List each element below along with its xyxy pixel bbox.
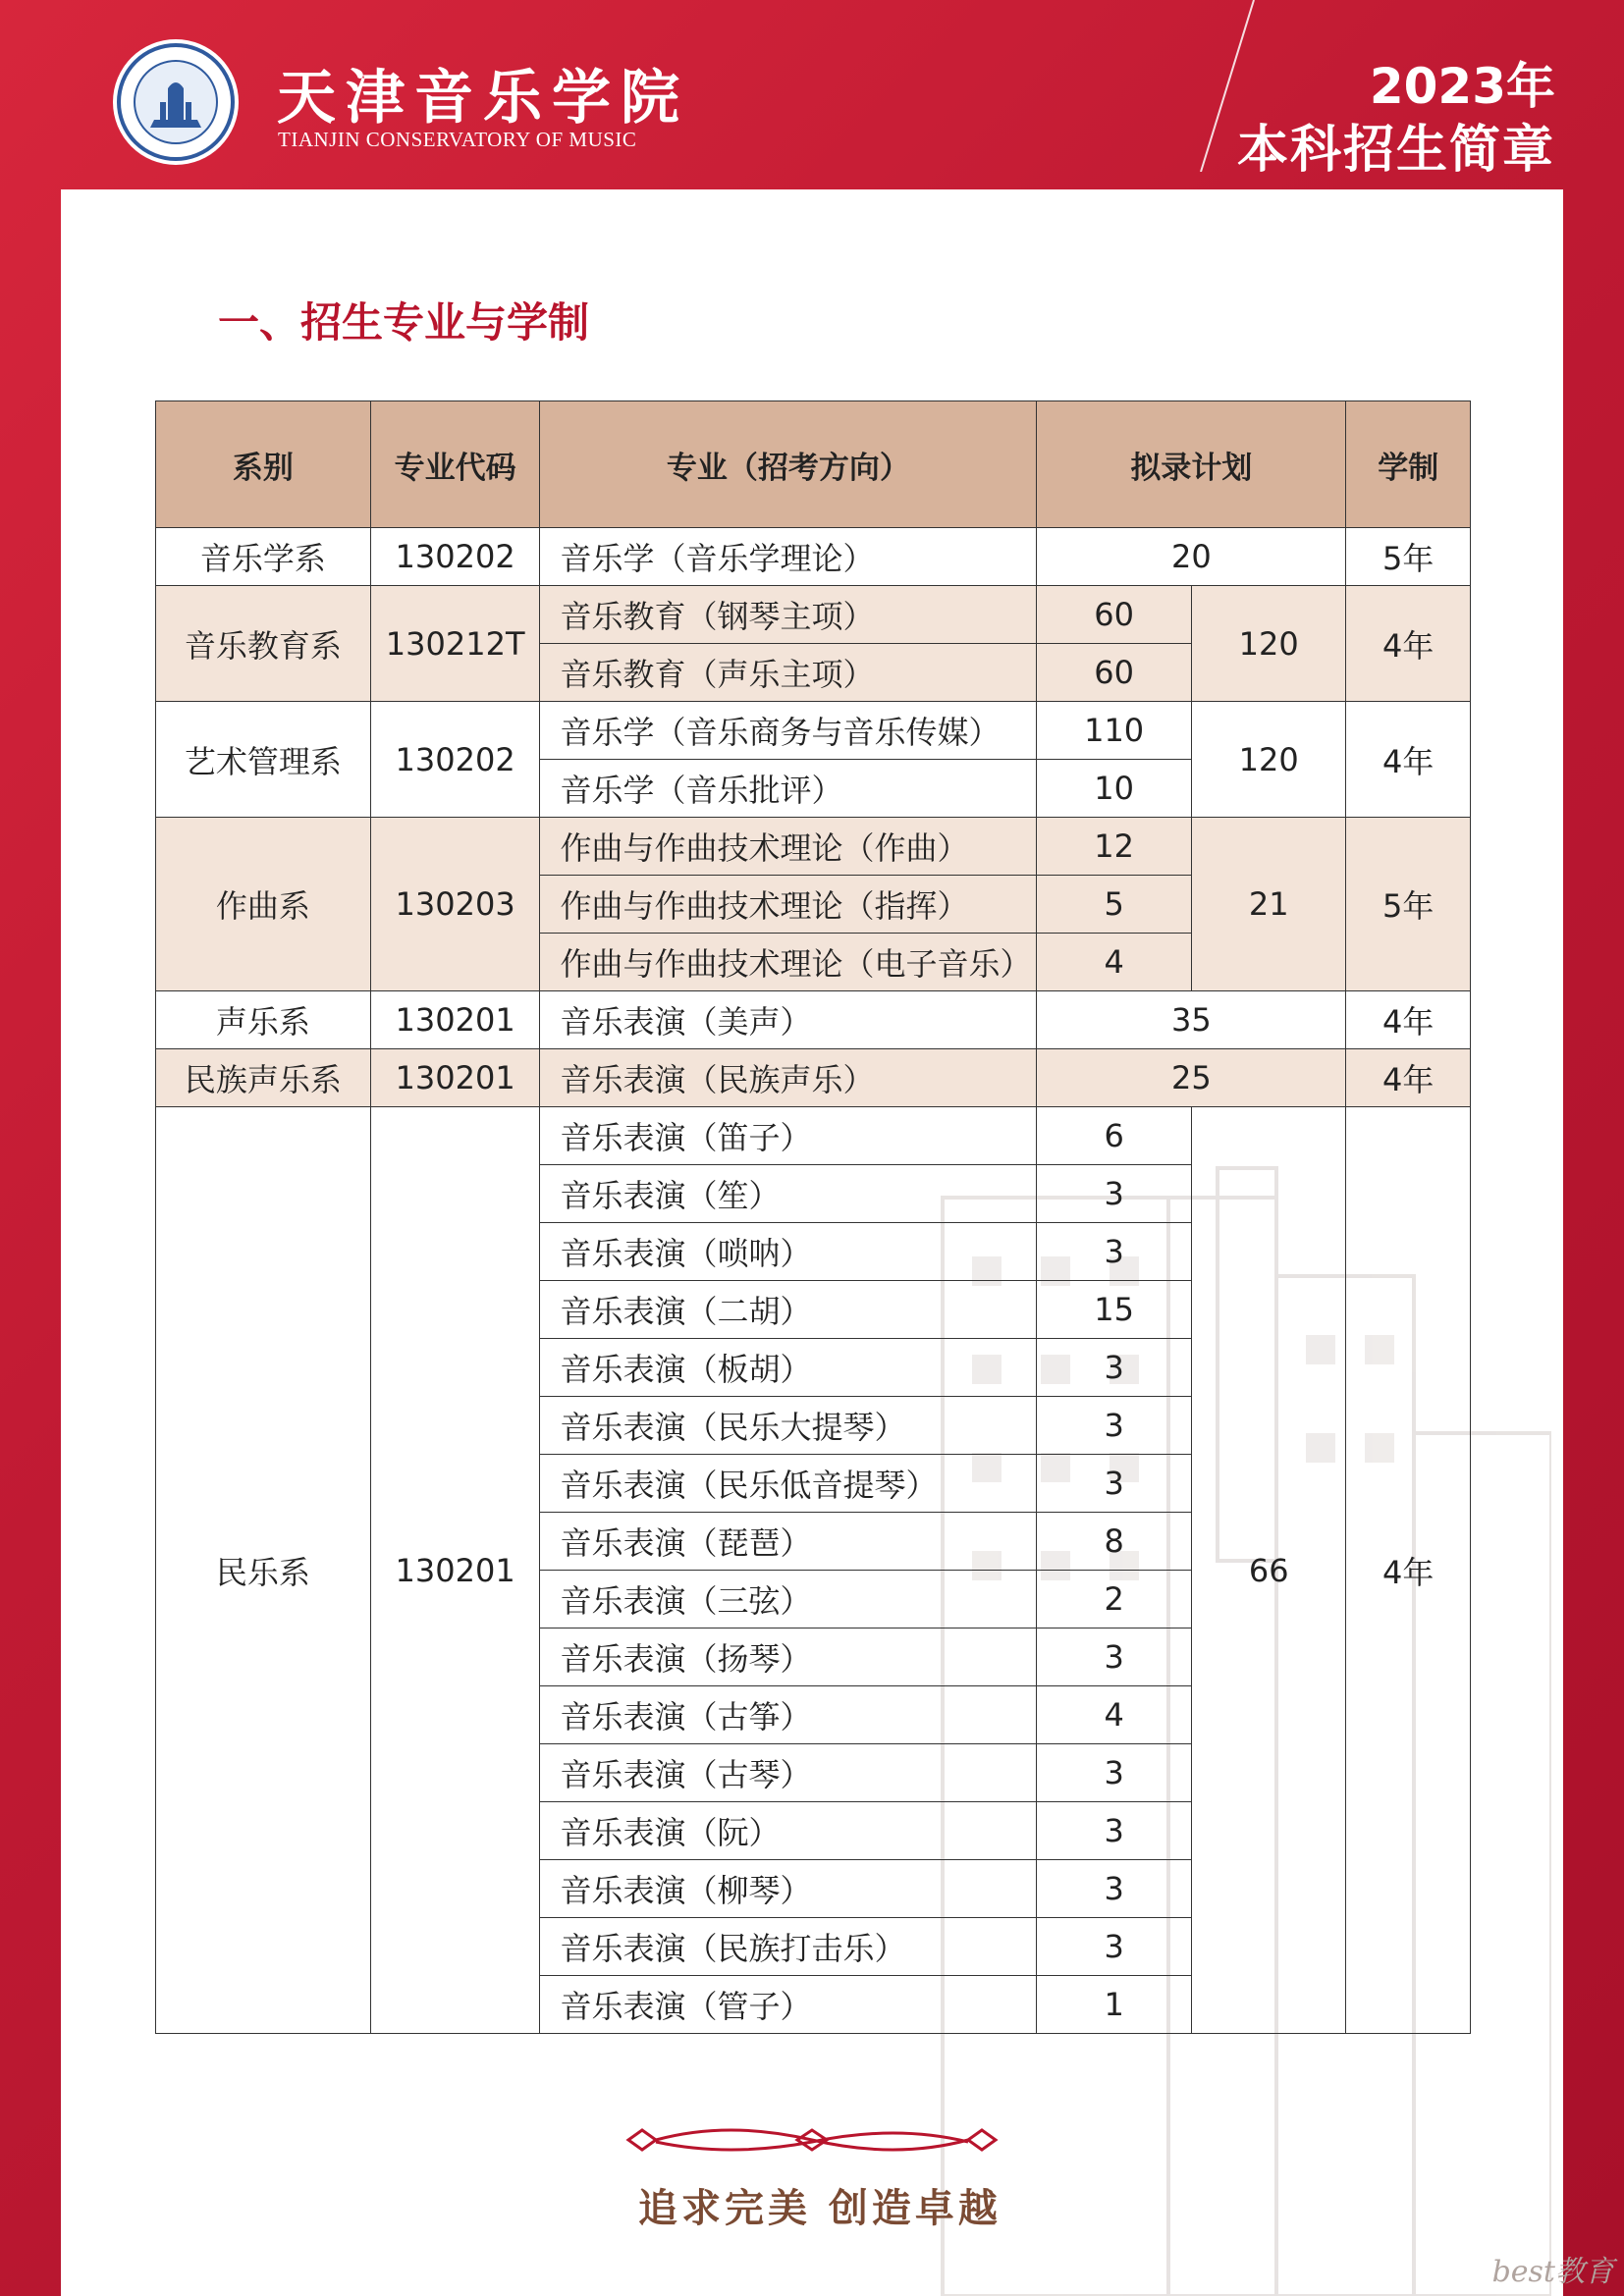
- table-row: [156, 702, 1471, 760]
- table-header-row: [156, 401, 1471, 528]
- cell-total: 120: [1191, 586, 1346, 702]
- cell-total: 25: [1037, 1049, 1346, 1107]
- cell-dept: 民乐系: [156, 1107, 371, 2034]
- cell-code: 130201: [370, 991, 540, 1049]
- cell-code: 130212T: [370, 586, 540, 702]
- cell-years: 4年: [1346, 702, 1471, 818]
- cell-major: 音乐表演（三弦）: [540, 1571, 1037, 1629]
- cell-count: 4: [1037, 934, 1192, 991]
- header-major: 专业（招考方向）: [540, 401, 1037, 528]
- cell-count: 5: [1037, 876, 1192, 934]
- header-year: 2023年: [1369, 58, 1555, 115]
- cell-major: 音乐表演（二胡）: [540, 1281, 1037, 1339]
- cell-major: 作曲与作曲技术理论（电子音乐）: [540, 934, 1037, 991]
- cell-total: 120: [1191, 702, 1346, 818]
- cell-count: 3: [1037, 1397, 1192, 1455]
- cell-major: 音乐表演（唢呐）: [540, 1223, 1037, 1281]
- cell-major: 音乐表演（柳琴）: [540, 1860, 1037, 1918]
- cell-major: 音乐表演（古琴）: [540, 1744, 1037, 1802]
- cell-code: 130201: [370, 1049, 540, 1107]
- cell-count: 3: [1037, 1339, 1192, 1397]
- cell-count: 60: [1037, 586, 1192, 644]
- cell-years: 4年: [1346, 991, 1471, 1049]
- school-emblem-icon: [111, 37, 241, 167]
- cell-major: 音乐表演（板胡）: [540, 1339, 1037, 1397]
- cell-count: 3: [1037, 1860, 1192, 1918]
- cell-count: 3: [1037, 1744, 1192, 1802]
- cell-count: 12: [1037, 818, 1192, 876]
- cell-major: 作曲与作曲技术理论（指挥）: [540, 876, 1037, 934]
- slogan: 追求完美 创造卓越: [638, 2185, 1001, 2231]
- brand-english-name: TIANJIN CONSERVATORY OF MUSIC: [278, 128, 637, 151]
- cell-years: 5年: [1346, 528, 1471, 586]
- cell-count: 60: [1037, 644, 1192, 702]
- cell-major: 音乐表演（琵琶）: [540, 1513, 1037, 1571]
- table-row: [156, 818, 1471, 876]
- cell-major: 音乐表演（民族声乐）: [540, 1049, 1037, 1107]
- cell-code: 130202: [370, 528, 540, 586]
- cell-dept: 声乐系: [156, 991, 371, 1049]
- cell-major: 音乐表演（笛子）: [540, 1107, 1037, 1165]
- table-row: [156, 528, 1471, 586]
- cell-dept: 艺术管理系: [156, 702, 371, 818]
- cell-major: 音乐表演（古筝）: [540, 1686, 1037, 1744]
- cell-count: 4: [1037, 1686, 1192, 1744]
- cell-major: 音乐表演（民族打击乐）: [540, 1918, 1037, 1976]
- cell-major: 音乐表演（阮）: [540, 1802, 1037, 1860]
- header-years: 学制: [1346, 401, 1471, 528]
- cell-total: 21: [1191, 818, 1346, 991]
- table-row: [156, 586, 1471, 644]
- table-row: [156, 1049, 1471, 1107]
- cell-major: 音乐表演（民乐低音提琴）: [540, 1455, 1037, 1513]
- cell-count: 6: [1037, 1107, 1192, 1165]
- admission-plan-table: [155, 400, 1471, 2034]
- cell-count: 2: [1037, 1571, 1192, 1629]
- cell-count: 110: [1037, 702, 1192, 760]
- cell-major: 音乐表演（民乐大提琴）: [540, 1397, 1037, 1455]
- cell-major: 音乐表演（扬琴）: [540, 1629, 1037, 1686]
- header-code: 专业代码: [370, 401, 540, 528]
- cell-count: 15: [1037, 1281, 1192, 1339]
- cell-major: 音乐教育（声乐主项）: [540, 644, 1037, 702]
- header-doc-title: 本科招生简章: [1236, 121, 1555, 180]
- table-body: [156, 528, 1471, 2034]
- header-plan: 拟录计划: [1037, 401, 1346, 528]
- cell-major: 音乐教育（钢琴主项）: [540, 586, 1037, 644]
- table-row: [156, 1107, 1471, 1165]
- brand-chinese-name: 天津音乐学院: [277, 64, 689, 133]
- cell-count: 3: [1037, 1223, 1192, 1281]
- cell-major: 音乐学（音乐商务与音乐传媒）: [540, 702, 1037, 760]
- cell-count: 3: [1037, 1918, 1192, 1976]
- cell-dept: 音乐教育系: [156, 586, 371, 702]
- cell-total: 35: [1037, 991, 1346, 1049]
- cell-major: 音乐学（音乐批评）: [540, 760, 1037, 818]
- cell-code: 130201: [370, 1107, 540, 2034]
- corner-watermark: best教育: [1491, 2255, 1614, 2289]
- cell-code: 130203: [370, 818, 540, 991]
- cell-count: 3: [1037, 1629, 1192, 1686]
- cell-years: 4年: [1346, 586, 1471, 702]
- cell-years: 4年: [1346, 1107, 1471, 2034]
- ornament-divider-icon: [621, 2118, 1003, 2162]
- cell-major: 作曲与作曲技术理论（作曲）: [540, 818, 1037, 876]
- section-title: 一、招生专业与学制: [218, 298, 590, 347]
- header-dept: 系别: [156, 401, 371, 528]
- cell-major: 音乐表演（美声）: [540, 991, 1037, 1049]
- table-row: [156, 991, 1471, 1049]
- cell-total: 66: [1191, 1107, 1346, 2034]
- cell-count: 3: [1037, 1802, 1192, 1860]
- cell-major: 音乐表演（笙）: [540, 1165, 1037, 1223]
- cell-total: 20: [1037, 528, 1346, 586]
- cell-dept: 民族声乐系: [156, 1049, 371, 1107]
- cell-major: 音乐学（音乐学理论）: [540, 528, 1037, 586]
- cell-count: 3: [1037, 1165, 1192, 1223]
- cell-years: 4年: [1346, 1049, 1471, 1107]
- cell-dept: 作曲系: [156, 818, 371, 991]
- cell-count: 8: [1037, 1513, 1192, 1571]
- cell-count: 1: [1037, 1976, 1192, 2034]
- cell-count: 3: [1037, 1455, 1192, 1513]
- cell-years: 5年: [1346, 818, 1471, 991]
- cell-major: 音乐表演（管子）: [540, 1976, 1037, 2034]
- cell-count: 10: [1037, 760, 1192, 818]
- cell-dept: 音乐学系: [156, 528, 371, 586]
- cell-code: 130202: [370, 702, 540, 818]
